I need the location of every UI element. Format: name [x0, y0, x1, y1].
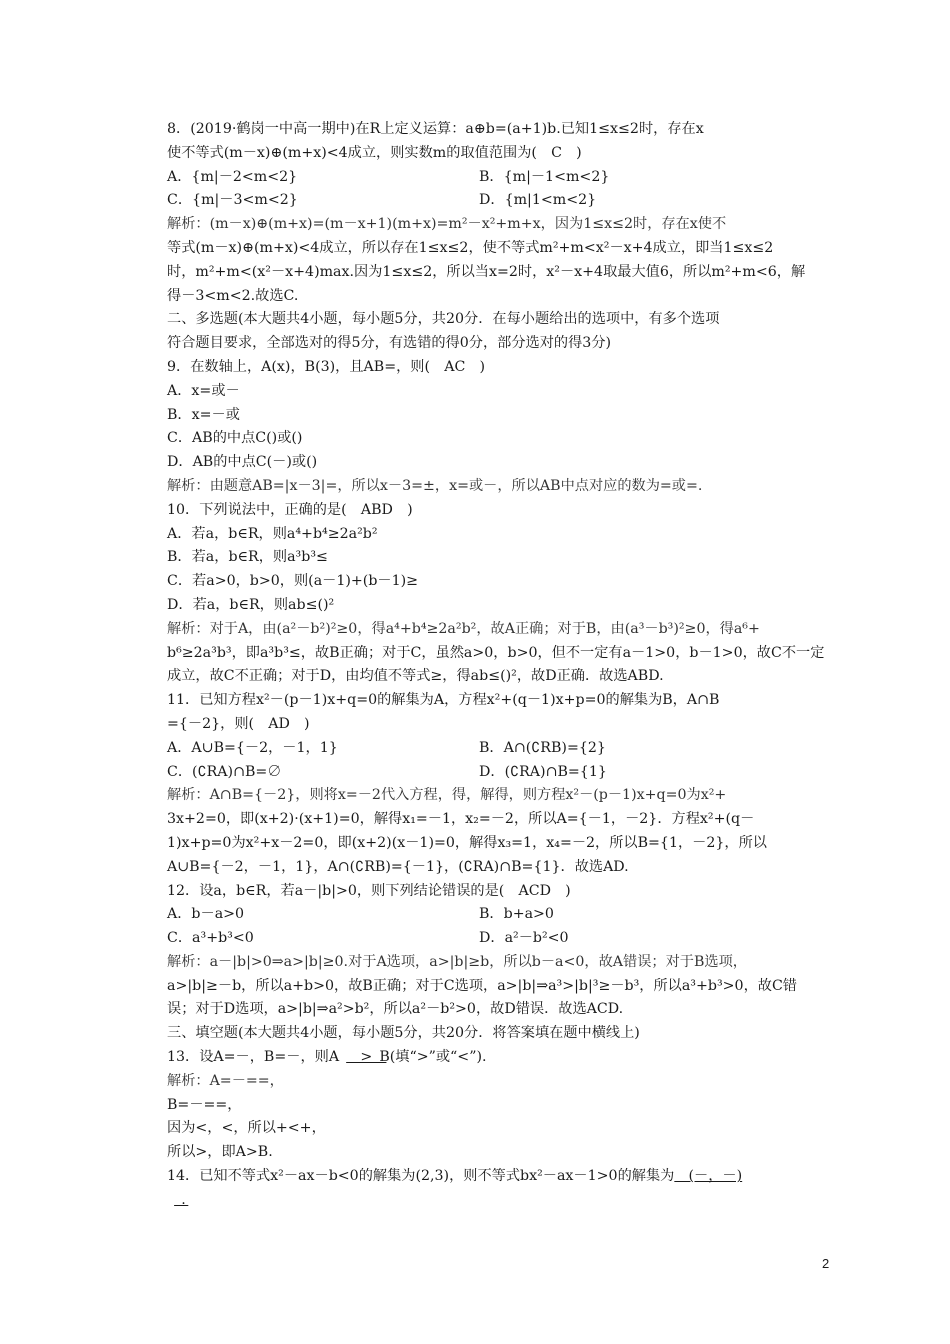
option-a: A．A∪B={－2，－1，1}: [167, 739, 338, 756]
q10-solution-1: 解析：对于A，由(a²－b²)²≥0，得a⁴+b⁴≥2a²b²，故A正确；对于B，由(a³－b³)²≥0，得a⁶+: [167, 620, 760, 637]
option-d: D．{m|1<m<2}: [479, 192, 597, 209]
q14-text: 14．已知不等式x²－ax－b<0的解集为(2,3)，则不等式bx²－ax－1>0的解集为: [167, 1168, 675, 1185]
section-2-heading-2: 符合题目要求，全部选对的得5分，有选错的得0分，部分选对的得3分): [167, 335, 612, 352]
q12-solution-1: 解析：a－|b|>0⇒a>|b|≥0.对于A选项，a>|b|≥b，所以b－a<0，故A错误；对于B选项，: [167, 953, 747, 970]
q12-solution-3: 误；对于D选项，a>|b|⇒a²>b²，所以a²－b²>0，故D错误．故选ACD.: [167, 1001, 624, 1018]
q13-solution-2: B=－==，: [167, 1096, 242, 1113]
q11-options-ab: [167, 737, 827, 761]
page-content: [167, 118, 827, 1213]
q13-text-tail: B(填“>”或“<”).: [379, 1049, 487, 1066]
q13-answer-blank: >: [346, 1049, 387, 1066]
option-d: D．(∁RA)∩B={1}: [479, 763, 607, 780]
q14-stem-tail: [167, 1189, 827, 1213]
q13-stem: [167, 1046, 827, 1070]
q12-options-cd: [167, 927, 827, 951]
q11-stem-2: ={－2}，则( AD ): [167, 715, 310, 732]
q10-option-a: A．若a，b∈R，则a⁴+b⁴≥2a²b²: [167, 525, 378, 542]
q9-option-d: D．AB的中点C(－)或(): [167, 454, 318, 471]
q11-solution-3: 1)x+p=0为x²+x－2=0，即(x+2)(x－1)=0，解得x₃=1，x₄=－2，所以B={1，－2}，所以: [167, 834, 767, 851]
option-a: A．{m|－2<m<2}: [167, 168, 298, 185]
q8-solution-4: 得－3<m<2.故选C.: [167, 287, 299, 304]
q13-solution-4: 所以>，即A>B.: [167, 1144, 273, 1161]
q10-stem: 10．下列说法中，正确的是( ABD ): [167, 501, 413, 518]
q14-answer-blank-cont: [167, 1189, 181, 1213]
q8-solution-3: 时，m²+m<(x²－x+4)max.因为1≤x≤2，所以当x=2时，x²－x+4取最大值6，所以m²+m<6，解: [167, 263, 806, 280]
option-c: C．a³+b³<0: [167, 930, 254, 947]
option-d: D．a²－b²<0: [479, 930, 569, 947]
option-c: C．(∁RA)∩B=∅: [167, 763, 282, 780]
q8-options-ab: [167, 166, 827, 190]
q11-stem-1: 11．已知方程x²－(p－1)x+q=0的解集为A，方程x²+(q－1)x+p=0的解集为B，A∩B: [167, 692, 720, 709]
q13-text: 13．设A=－，B=－，则A: [167, 1049, 340, 1066]
q10-option-d: D．若a，b∈R，则ab≤()²: [167, 596, 335, 613]
page-number: 2: [822, 1256, 830, 1271]
q11-solution-1: 解析：A∩B={－2}，则将x=－2代入方程，得，解得，则方程x²－(p－1)x+q=0为x²+: [167, 787, 727, 804]
q10-solution-2: b⁶≥2a³b³，即a³b³≤，故B正确；对于C，虽然a>0，b>0，但不一定有a－1>0，b－1>0，故C不一定: [167, 644, 825, 661]
q9-solution: 解析：由题意AB=|x－3|=，所以x－3=±，x=或－，所以AB中点对应的数为=或=.: [167, 477, 703, 494]
q8-solution-1: 解析：(m－x)⊕(m+x)=(m－x+1)(m+x)=m²－x²+m+x，因为1≤x≤2时，存在x使不: [167, 216, 727, 233]
q14-answer-blank: (－，－): [674, 1168, 743, 1185]
q11-solution-4: A∪B={－2，－1，1}，A∩(∁RB)={－1}，(∁RA)∩B={1}．故选AD.: [167, 858, 629, 875]
q8-line-1: 8．(2019·鹤岗一中高一期中)在R上定义运算：a⊕b=(a+1)b.已知1≤x≤2时，存在x: [167, 121, 704, 137]
q9-option-a: A．x=或－: [167, 382, 240, 399]
q13-solution-3: 因为<，<，所以+<+，: [167, 1120, 326, 1137]
q14-period: .: [181, 1191, 186, 1208]
q8-line-2: 使不等式(m－x)⊕(m+x)<4成立，则实数m的取值范围为( C ): [167, 144, 582, 161]
q9-stem: 9．在数轴上，A(x)，B(3)，且AB=，则( AC ): [167, 358, 486, 375]
q12-stem: 12．设a，b∈R，若a－|b|>0，则下列结论错误的是( ACD ): [167, 882, 571, 899]
option-c: C．{m|－3<m<2}: [167, 192, 298, 209]
q9-option-b: B．x=－或: [167, 406, 240, 423]
option-a: A．b－a>0: [167, 906, 245, 923]
q12-options-ab: [167, 903, 827, 927]
section-2-heading-1: 二、多选题(本大题共4小题，每小题5分，共20分．在每小题给出的选项中，有多个选项: [167, 311, 720, 328]
q9-option-c: C．AB的中点C()或(): [167, 430, 303, 447]
q12-solution-2: a>|b|≥－b，所以a+b>0，故B正确；对于C选项，a>|b|⇒a³>|b|³≥－b³，所以a³+b³>0，故C错: [167, 977, 797, 994]
q11-solution-2: 3x+2=0，即(x+2)·(x+1)=0，解得x₁=－1，x₂=－2，所以A={－1，－2}．方程x²+(q－: [167, 811, 755, 828]
q10-option-b: B．若a，b∈R，则a³b³≤: [167, 549, 328, 566]
q8-solution-2: 等式(m－x)⊕(m+x)<4成立，所以存在1≤x≤2，使不等式m²+m<x²－x+4成立，即当1≤x≤2: [167, 239, 774, 256]
q10-solution-3: 成立，故C不正确；对于D，由均值不等式≥，得ab≤()²，故D正确．故选ABD.: [167, 668, 664, 685]
option-b: B．{m|－1<m<2}: [479, 168, 610, 185]
q8-options-cd: [167, 189, 827, 213]
q14-stem: [167, 1165, 827, 1189]
section-3-heading: 三、填空题(本大题共4小题，每小题5分，共20分．将答案填在题中横线上): [167, 1025, 640, 1042]
q10-option-c: C．若a>0，b>0，则(a－1)+(b－1)≥: [167, 573, 419, 590]
option-b: B．A∩(∁RB)={2}: [479, 739, 606, 756]
q11-options-cd: [167, 761, 827, 785]
option-b: B．b+a>0: [479, 906, 554, 923]
q13-solution-1: 解析：A=－==，: [167, 1072, 284, 1089]
